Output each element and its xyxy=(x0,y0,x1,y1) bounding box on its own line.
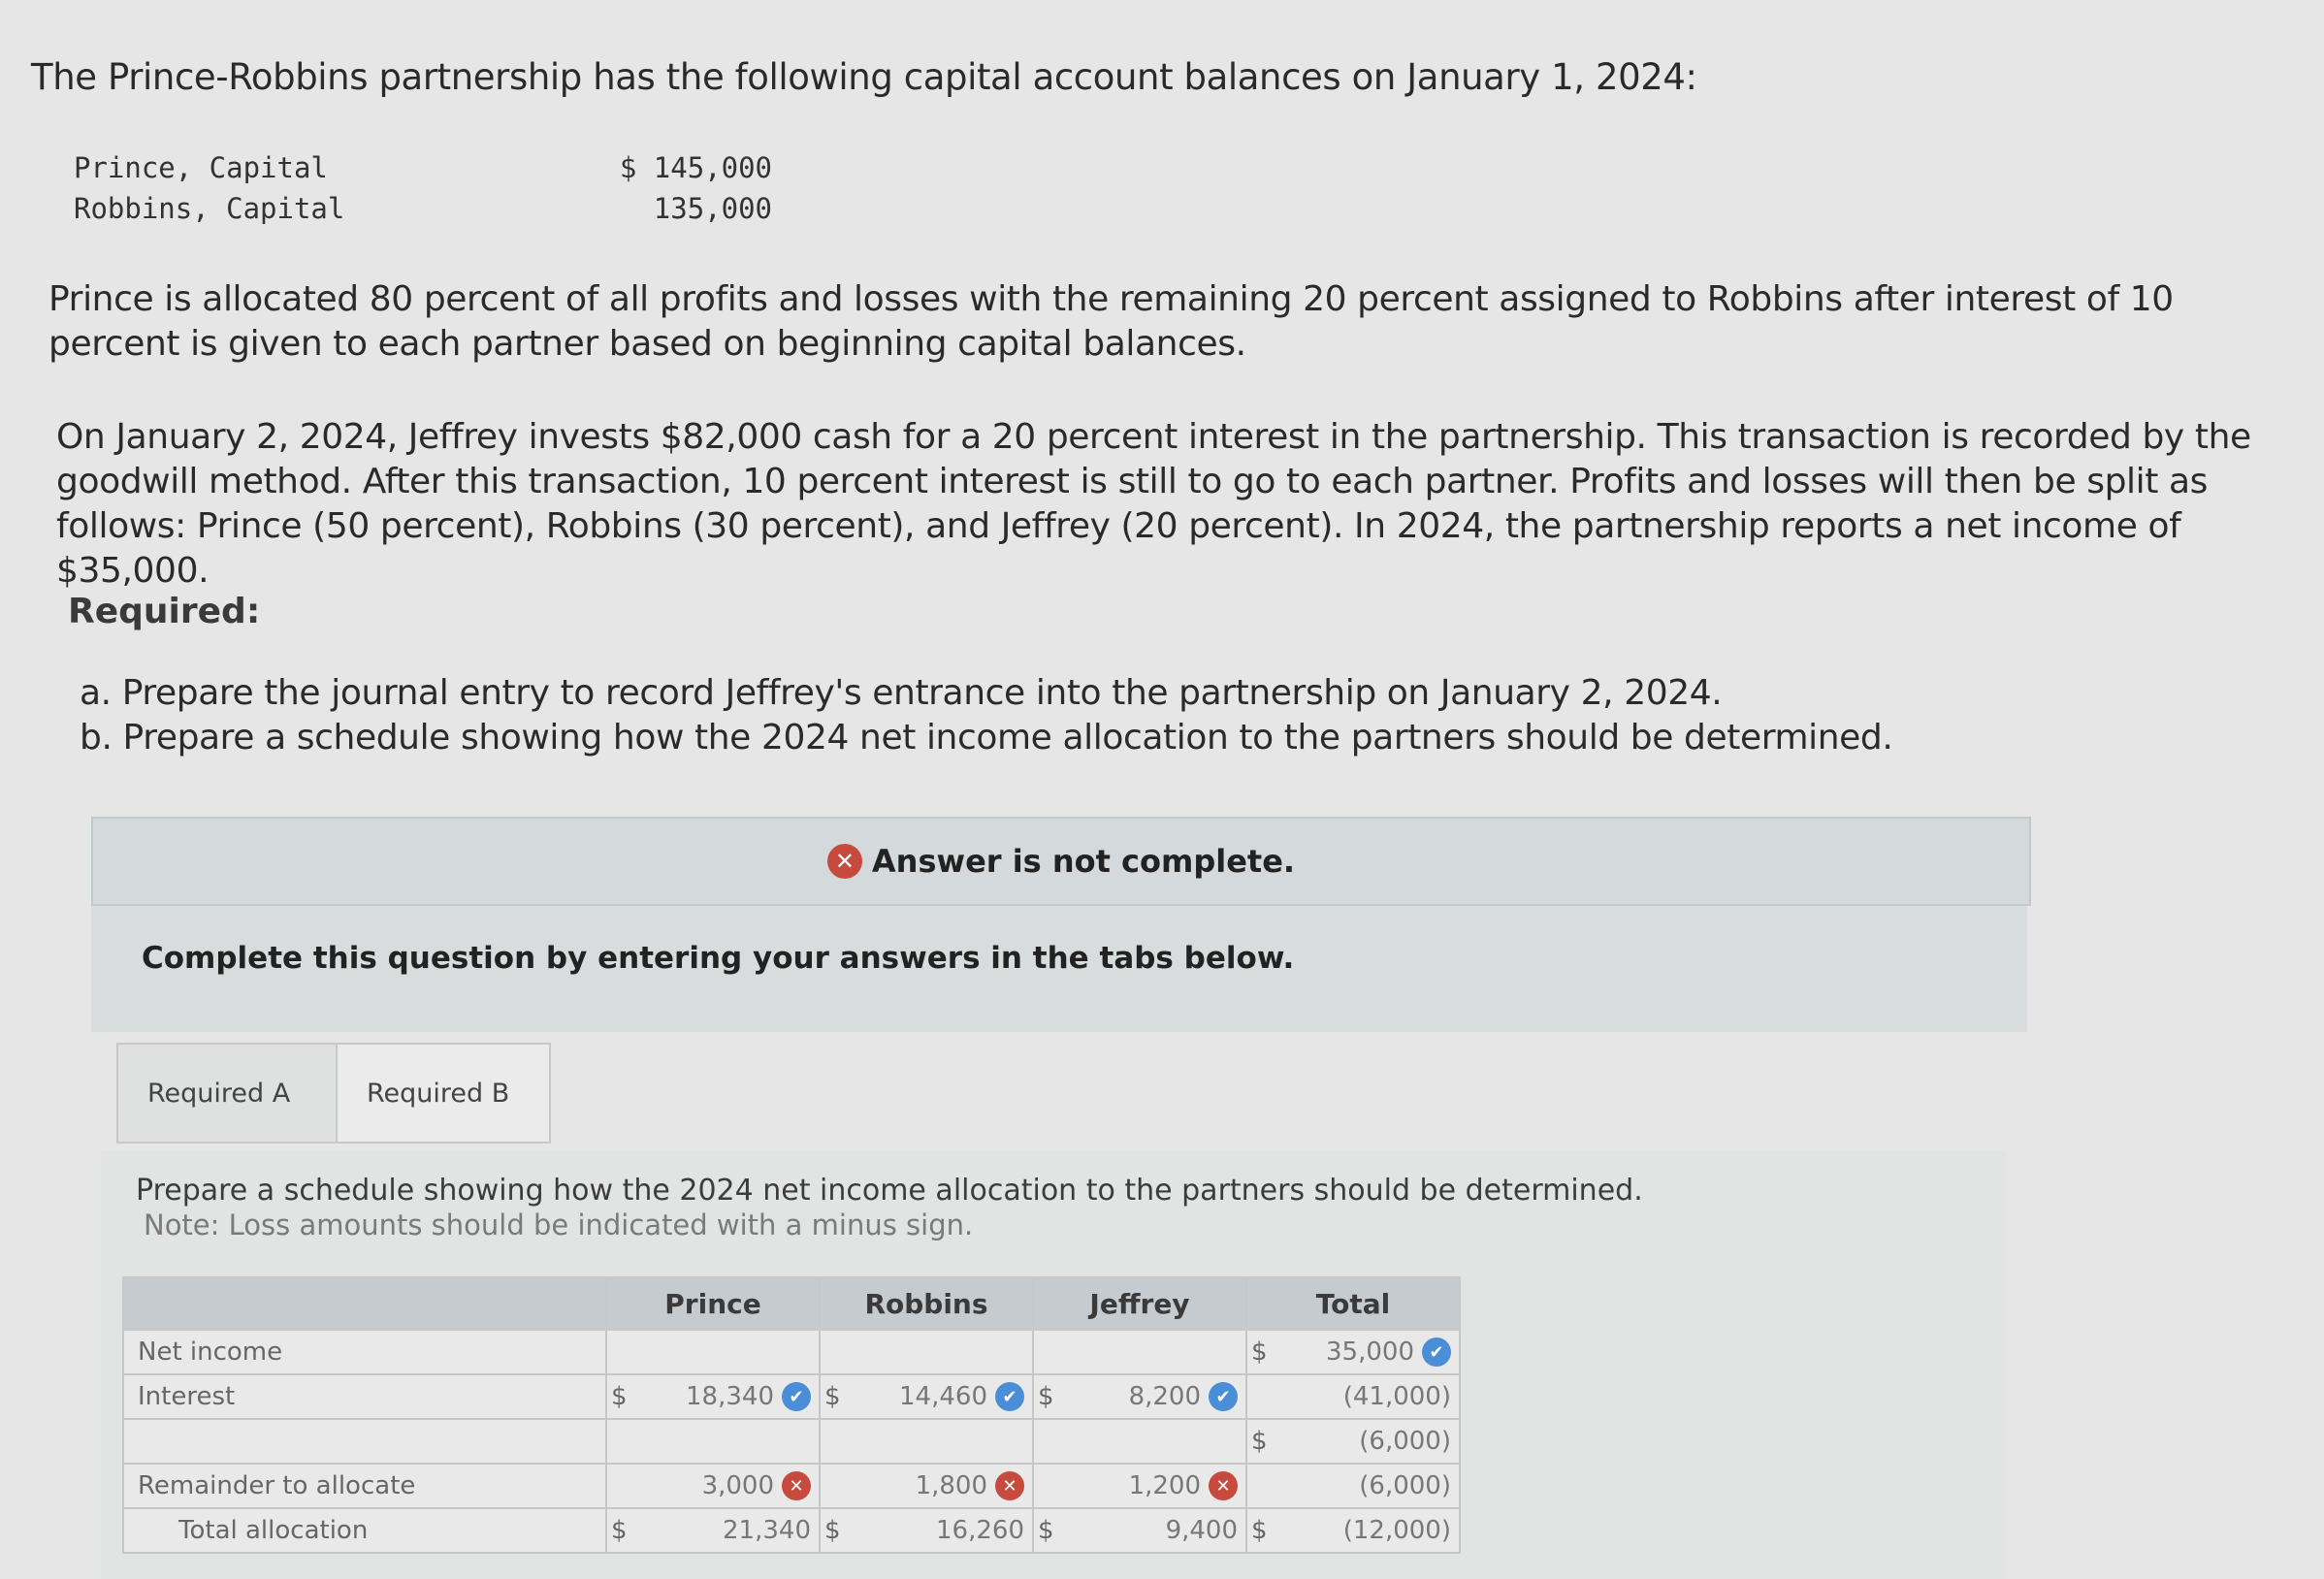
total-cell[interactable] xyxy=(1246,1330,1460,1374)
robbins-cell[interactable] xyxy=(820,1508,1033,1553)
total-cell[interactable] xyxy=(1246,1419,1460,1464)
total-cell[interactable] xyxy=(1246,1464,1460,1508)
check-icon: ✔ xyxy=(1422,1337,1451,1367)
capital-balances-table xyxy=(74,147,772,229)
prince-cell[interactable] xyxy=(606,1464,820,1508)
check-icon: ✔ xyxy=(782,1382,811,1411)
table-row xyxy=(123,1330,1460,1374)
prince-cell[interactable] xyxy=(606,1419,820,1464)
row-label: Remainder to allocate xyxy=(123,1464,606,1508)
table-header-row xyxy=(123,1277,1460,1330)
header-prince: Prince xyxy=(606,1277,820,1330)
prince-cell[interactable] xyxy=(606,1330,820,1374)
total-cell[interactable] xyxy=(1246,1374,1460,1419)
table-row xyxy=(123,1419,1460,1464)
header-robbins: Robbins xyxy=(820,1277,1033,1330)
schedule-note: Note: Loss amounts should be indicated with a minus sign. xyxy=(144,1208,974,1241)
jeffrey-paragraph: On January 2, 2024, Jeffrey invests $82,000 cash for a 20 percent interest in the partnership. This transaction is recorded by the goodwill method. After this transaction, 10 percent interest is still to go to each partner. Profits and losses will then be split as follows: Prince (50 percent), Robbins (30 percent), and Jeffrey (20 percent). In 2024, the partnership reports a net income of $35,000. xyxy=(56,417,2251,591)
header-total: Total xyxy=(1246,1277,1460,1330)
dollar-sign: $ xyxy=(1251,1427,1268,1456)
cell-value: 16,260 xyxy=(936,1516,1024,1545)
cell-value: 9,400 xyxy=(1165,1516,1238,1545)
table-row xyxy=(123,1508,1460,1553)
cell-value: 3,000 xyxy=(701,1471,774,1500)
dollar-sign: $ xyxy=(1038,1382,1054,1411)
robbins-cell[interactable] xyxy=(820,1419,1033,1464)
cell-value: 1,800 xyxy=(915,1471,987,1500)
problem-intro: The Prince-Robbins partnership has the following capital account balances on January 1, 2024: xyxy=(31,56,1697,98)
check-icon: ✔ xyxy=(1209,1382,1238,1411)
dollar-sign: $ xyxy=(611,1516,628,1545)
total-cell[interactable] xyxy=(1246,1508,1460,1553)
table-row xyxy=(123,1464,1460,1508)
capital-row xyxy=(74,147,772,188)
required-heading: Required: xyxy=(68,592,261,631)
income-allocation-table xyxy=(122,1276,1461,1554)
check-icon: ✔ xyxy=(995,1382,1024,1411)
complete-instructions: Complete this question by entering your answers in the tabs below. xyxy=(142,941,1295,976)
jeffrey-cell[interactable] xyxy=(1033,1374,1246,1419)
robbins-cell[interactable] xyxy=(820,1464,1033,1508)
dollar-sign: $ xyxy=(824,1382,841,1411)
header-jeffrey: Jeffrey xyxy=(1033,1277,1246,1330)
table-row xyxy=(123,1374,1460,1419)
jeffrey-cell[interactable] xyxy=(1033,1419,1246,1464)
answer-status-banner xyxy=(91,817,2031,906)
row-label: Interest xyxy=(123,1374,606,1419)
row-label: Net income xyxy=(123,1330,606,1374)
tab-required-a[interactable]: Required A xyxy=(116,1043,336,1144)
error-x-icon: ✕ xyxy=(995,1471,1024,1500)
header-blank xyxy=(123,1277,606,1330)
error-x-icon: ✕ xyxy=(782,1471,811,1500)
requirement-a: a. Prepare the journal entry to record Jeffrey's entrance into the partnership on January 2, 2024. xyxy=(80,673,1723,713)
requirements-list xyxy=(80,671,1892,760)
capital-row xyxy=(74,188,772,229)
cell-value: (12,000) xyxy=(1342,1516,1451,1545)
error-x-icon: ✕ xyxy=(827,844,862,879)
robbins-cell[interactable] xyxy=(820,1374,1033,1419)
jeffrey-cell[interactable] xyxy=(1033,1464,1246,1508)
cell-value: (41,000) xyxy=(1342,1382,1451,1411)
dollar-sign: $ xyxy=(824,1516,841,1545)
answer-status-text: Answer is not complete. xyxy=(871,843,1296,880)
capital-name: Robbins, Capital xyxy=(74,192,345,225)
requirement-b: b. Prepare a schedule showing how the 2024 net income allocation to the partners should be determined. xyxy=(80,718,1893,757)
robbins-cell[interactable] xyxy=(820,1330,1033,1374)
cell-value: 1,200 xyxy=(1128,1471,1201,1500)
cell-value: 21,340 xyxy=(723,1516,811,1545)
capital-amount: $ 145,000 xyxy=(619,151,772,184)
cell-value: 18,340 xyxy=(686,1382,774,1411)
prince-cell[interactable] xyxy=(606,1508,820,1553)
cell-value: 8,200 xyxy=(1128,1382,1201,1411)
required-tabs xyxy=(116,1043,551,1144)
row-label xyxy=(123,1419,606,1464)
tab-required-b[interactable]: Required B xyxy=(336,1043,551,1144)
dollar-sign: $ xyxy=(1251,1337,1268,1367)
cell-value: (6,000) xyxy=(1359,1427,1451,1456)
cell-value: 14,460 xyxy=(899,1382,987,1411)
instructions-box xyxy=(91,906,2027,1032)
dollar-sign: $ xyxy=(611,1382,628,1411)
capital-amount: 135,000 xyxy=(653,192,772,225)
dollar-sign: $ xyxy=(1038,1516,1054,1545)
allocation-paragraph: Prince is allocated 80 percent of all profits and losses with the remaining 20 percent assigned to Robbins after interest of 10 percent is given to each partner based on beginning capital balances. xyxy=(48,279,2174,364)
dollar-sign: $ xyxy=(1251,1516,1268,1545)
schedule-instruction: Prepare a schedule showing how the 2024 net income allocation to the partners should be determined. xyxy=(136,1174,1643,1208)
tab-content xyxy=(101,1150,2006,1579)
cell-value: (6,000) xyxy=(1359,1471,1451,1500)
cell-value: 35,000 xyxy=(1326,1337,1414,1367)
prince-cell[interactable] xyxy=(606,1374,820,1419)
capital-name: Prince, Capital xyxy=(74,151,328,184)
jeffrey-cell[interactable] xyxy=(1033,1508,1246,1553)
jeffrey-cell[interactable] xyxy=(1033,1330,1246,1374)
row-label: Total allocation xyxy=(123,1508,606,1553)
error-x-icon: ✕ xyxy=(1209,1471,1238,1500)
